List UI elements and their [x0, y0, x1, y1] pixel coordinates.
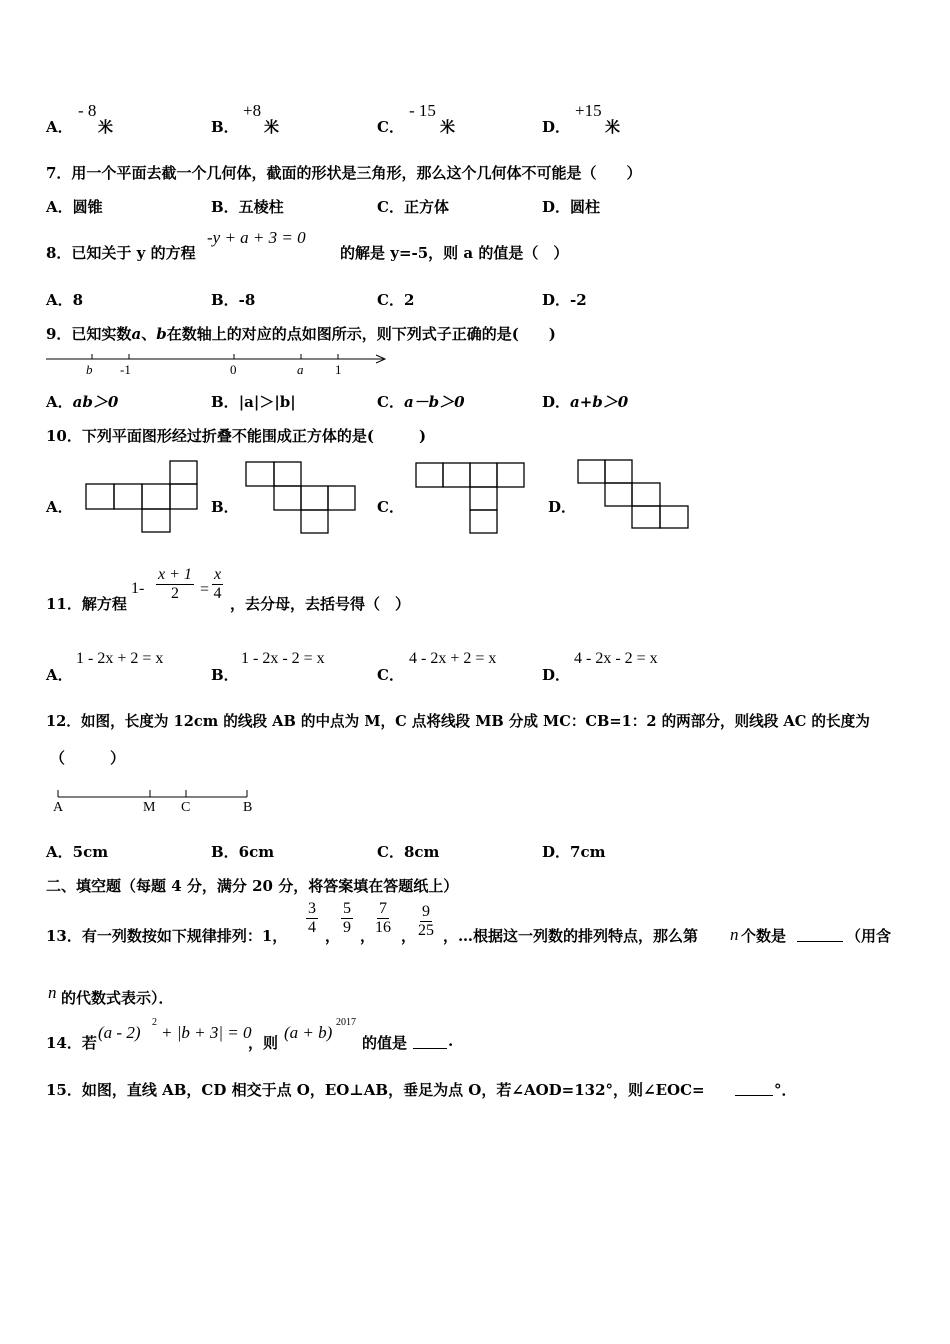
q6-option-d-letter: D． — [542, 118, 571, 136]
q9-axis-label-b: b — [86, 362, 93, 377]
q8-option-b: B．-8 — [211, 291, 256, 309]
q11-option-c-letter: C． — [377, 666, 404, 684]
q12-stem: 12．如图，长度为 12cm 的线段 AB 的中点为 M，C 点将线段 MB 分成 MC：CB=1：2 的两部分，则线段 AC 的长度为 — [46, 713, 870, 730]
q13-var-n-line2: n — [48, 983, 57, 1002]
q15-end: °． — [774, 1081, 797, 1099]
q9-option-b: B．|a|＞|b| — [211, 393, 296, 411]
q6-option-c-value: - 15 — [409, 101, 436, 120]
q11-stem-post: ，去分母，去括号得（ ） — [230, 595, 411, 613]
q11-fraction-1: $\frac{x + 1}{2}$ — [158, 566, 192, 602]
q12-option-b: B．6cm — [211, 843, 275, 861]
q14-stem-mid: ，则 — [248, 1034, 279, 1052]
q13-var-n: n — [730, 925, 739, 944]
q14-end: . — [448, 1032, 454, 1050]
q6-option-c-letter: C． — [377, 118, 404, 136]
section-2-heading: 二、填空题（每题 4 分，满分 20 分，将答案填在答题纸上） — [46, 877, 459, 895]
q9-option-d: D．a+b＞0 — [542, 393, 629, 411]
q11-one: 1- — [131, 580, 145, 597]
q13-fraction-1: $\frac{3}{4}$ — [308, 900, 316, 936]
q14-expr-1b: + |b + 3| = 0 — [161, 1023, 252, 1042]
q14-exp-1: 2 — [152, 1017, 157, 1028]
q14-stem-pre: 14．若 — [46, 1034, 97, 1052]
q7-option-a: A．圆锥 — [46, 198, 103, 216]
q6-option-a-value: - 8 — [78, 101, 97, 120]
q9-axis-label-neg1: -1 — [120, 362, 131, 377]
q15-stem: 15．如图，直线 AB，CD 相交于点 O，EO⊥AB，垂足为点 O，若∠AOD=132°，则∠EOC= — [46, 1081, 705, 1099]
q13-comma-4: ， — [443, 927, 459, 945]
q13-fraction-2: $\frac{5}{9}$ — [343, 900, 351, 936]
q11-option-d-expr: 4 - 2x - 2 = x — [574, 650, 658, 667]
q8-option-a: A．8 — [46, 291, 84, 309]
q10-option-c-letter: C． — [377, 498, 404, 516]
q10-option-b-letter: B． — [211, 498, 239, 516]
q14-expr-1: (a - 2) — [98, 1023, 141, 1042]
q6-option-b-letter: B． — [211, 118, 239, 136]
q13-answer-blank[interactable] — [797, 925, 843, 942]
q12-option-d: D．7cm — [542, 843, 606, 861]
q12-option-a: A．5cm — [46, 843, 109, 861]
q10-option-a-letter: A． — [46, 498, 73, 516]
q8-option-d: D．-2 — [542, 291, 587, 309]
q11-equals: = — [200, 581, 210, 598]
q11-fraction-2: $\frac{x}{4}$ — [213, 566, 222, 602]
q11-option-a-expr: 1 - 2x + 2 = x — [76, 650, 164, 667]
q8-stem-pre: 8．已知关于 y 的方程 — [46, 244, 196, 262]
q9-axis-label-zero: 0 — [230, 362, 237, 377]
q6-option-a-letter: A． — [46, 118, 73, 136]
q7-option-b: B．五棱柱 — [211, 198, 284, 216]
q7-option-c: C．正方体 — [377, 198, 449, 216]
q14-exp-2: 2017 — [336, 1017, 356, 1028]
q12-point-a: A — [53, 800, 64, 815]
q15-answer-blank[interactable] — [735, 1079, 773, 1096]
q14-stem-post: 的值是 — [362, 1034, 408, 1052]
q13-stem-line2: 的代数式表示）． — [61, 989, 174, 1007]
q14-expr-2: (a + b) — [284, 1023, 333, 1042]
q11-option-b-expr: 1 - 2x - 2 = x — [241, 650, 325, 667]
q13-stem-pre: 13．有一列数按如下规律排列：1， — [46, 927, 288, 945]
q13-stem-post: 个数是 — [741, 927, 787, 945]
q10-option-d-letter: D． — [548, 498, 577, 516]
q6-option-c-unit: 米 — [440, 118, 456, 136]
q11-option-c-expr: 4 - 2x + 2 = x — [409, 650, 497, 667]
q13-stem-mid: …根据这一列数的排列特点，那么第 — [458, 927, 699, 945]
q8-option-c: C．2 — [377, 291, 415, 309]
q12-option-c: C．8cm — [377, 843, 440, 861]
q9-axis-label-one: 1 — [335, 362, 342, 377]
q13-fraction-3: $\frac{7}{16}$ — [375, 900, 391, 936]
q12-point-m: M — [143, 800, 156, 815]
q11-option-d-letter: D． — [542, 666, 571, 684]
q12-point-c: C — [181, 800, 191, 815]
q6-option-d-unit: 米 — [605, 118, 621, 136]
q11-option-a-letter: A． — [46, 666, 73, 684]
q7-stem: 7．用一个平面去截一个几何体，截面的形状是三角形，那么这个几何体不可能是（ ） — [46, 164, 642, 182]
q11-stem-pre: 11．解方程 — [46, 595, 127, 613]
q13-stem-tail: （用含 — [846, 927, 892, 945]
q9-option-c: C．a－b＞0 — [377, 393, 465, 411]
q9-option-a: A．ab＞0 — [46, 393, 119, 411]
q6-option-d-value: +15 — [575, 101, 602, 120]
q6-option-b-unit: 米 — [264, 118, 280, 136]
q9-stem-num: 9．已知实数 — [46, 325, 132, 343]
q8-equation: -y + a + 3 = 0 — [207, 228, 306, 247]
q13-comma-1: ， — [325, 927, 341, 945]
q13-fraction-4: $\frac{9}{25}$ — [418, 903, 434, 939]
q7-option-d: D．圆柱 — [542, 198, 601, 216]
q9-sep: 、 — [141, 325, 157, 343]
q10-stem: 10．下列平面图形经过折叠不能围成正方体的是( ) — [46, 427, 427, 445]
q9-var-b: b — [156, 325, 167, 343]
q13-comma-2: ， — [360, 927, 376, 945]
q12-point-b: B — [243, 800, 253, 815]
q8-stem-post: 的解是 y=-5，则 a 的值是（ ） — [340, 244, 569, 262]
q13-comma-3: ， — [401, 927, 417, 945]
q9-axis-label-a: a — [297, 362, 304, 377]
q9-var-a: a — [131, 325, 142, 343]
q12-paren: （ ） — [50, 749, 126, 767]
q9-stem-rest: 在数轴上的对应的点如图所示，则下列式子正确的是( ) — [166, 325, 556, 343]
q11-option-b-letter: B． — [211, 666, 239, 684]
q14-answer-blank[interactable] — [413, 1032, 447, 1049]
q6-option-b-value: +8 — [243, 101, 262, 120]
q6-option-a-unit: 米 — [98, 118, 114, 136]
